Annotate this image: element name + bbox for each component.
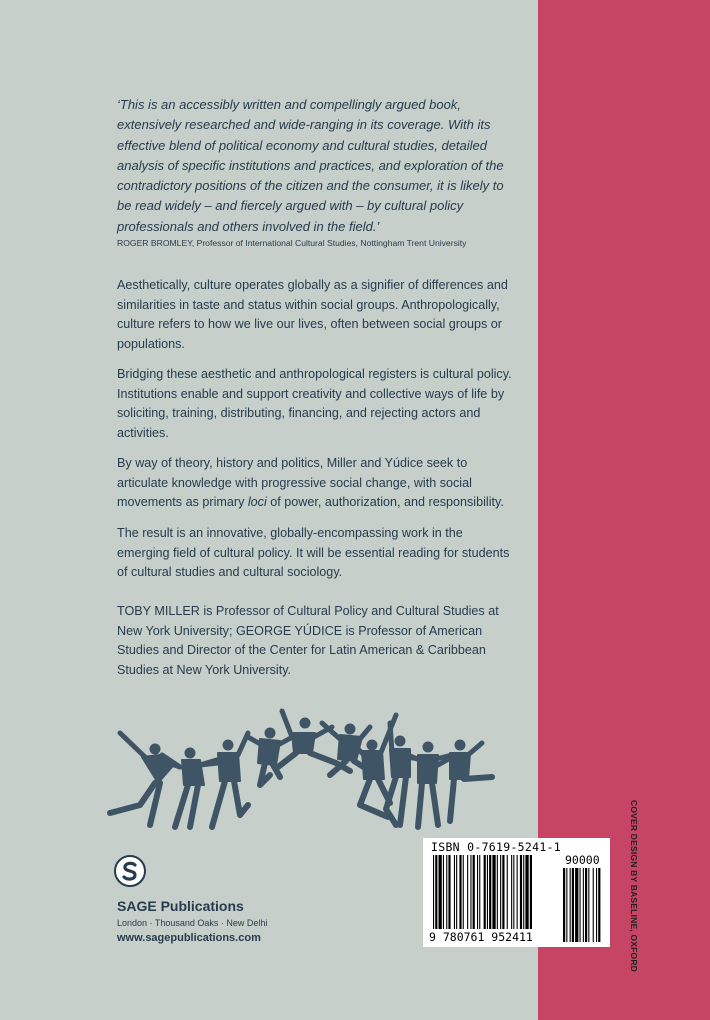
publisher-cities: London · Thousand Oaks · New Delhi <box>117 918 268 928</box>
author-bios: TOBY MILLER is Professor of Cultural Policy and Cultural Studies at New York University; GEORGE YÚDICE is Professor of American Studies and Director of the Center for Latin American & Caribbean Studies at New York University. <box>117 604 499 678</box>
paragraph-3-italic: loci <box>247 495 267 510</box>
endorsement-quote: ‘This is an accessibly written and compellingly argued book, extensively researched and wide-ranging in its coverage. With its effective blend of political economy and cultural studies, detailed analysis of specific institutions and practices, and exploration of the contradictory positions of the citizen and the consumer, it is likely to be read widely – and fiercely argued with – by cultural policy professionals and others involved in the field.’ <box>117 97 504 234</box>
description-paragraph-1: Aesthetically, culture operates globally as a signifier of differences and similarities in taste and status within social groups. Anthropologically, culture refers to how we live our lives, often between social groups or populations. <box>117 278 508 352</box>
sage-s-icon <box>114 855 146 887</box>
isbn-number: ISBN 0-7619-5241-1 <box>431 840 562 854</box>
isbn-barcode <box>423 838 610 947</box>
barcode-addon-digits: 90000 <box>565 853 600 867</box>
endorsement-attribution: ROGER BROMLEY, Professor of International Cultural Studies, Nottingham Trent University <box>117 238 467 248</box>
cover-design-credit: COVER DESIGN BY BASELINE, OXFORD <box>629 800 639 973</box>
dancers-illustration <box>100 705 500 835</box>
publisher-url: www.sagepublications.com <box>117 932 261 944</box>
description-paragraph-4: The result is an innovative, globally-encompassing work in the emerging field of cultural policy. It will be essential reading for students of cultural studies and cultural sociology. <box>117 526 510 580</box>
publisher-name: SAGE Publications <box>117 898 244 914</box>
paragraph-3-text-a: By way of theory, history and politics, Miller and Yúdice seek to articulate knowledge with progressive social change, with social movements as primary <box>117 456 472 510</box>
description-paragraph-2: Bridging these aesthetic and anthropological registers is cultural policy. Institutions enable and support creativity and collective ways of life by soliciting, training, distributing, financing, and rejecting actors and activities. <box>117 367 512 441</box>
barcode-ean-digits: 9 780761 952411 <box>429 930 533 944</box>
paragraph-3-text-b: of power, authorization, and responsibility. <box>266 495 504 510</box>
description-paragraph-3 <box>117 454 512 513</box>
